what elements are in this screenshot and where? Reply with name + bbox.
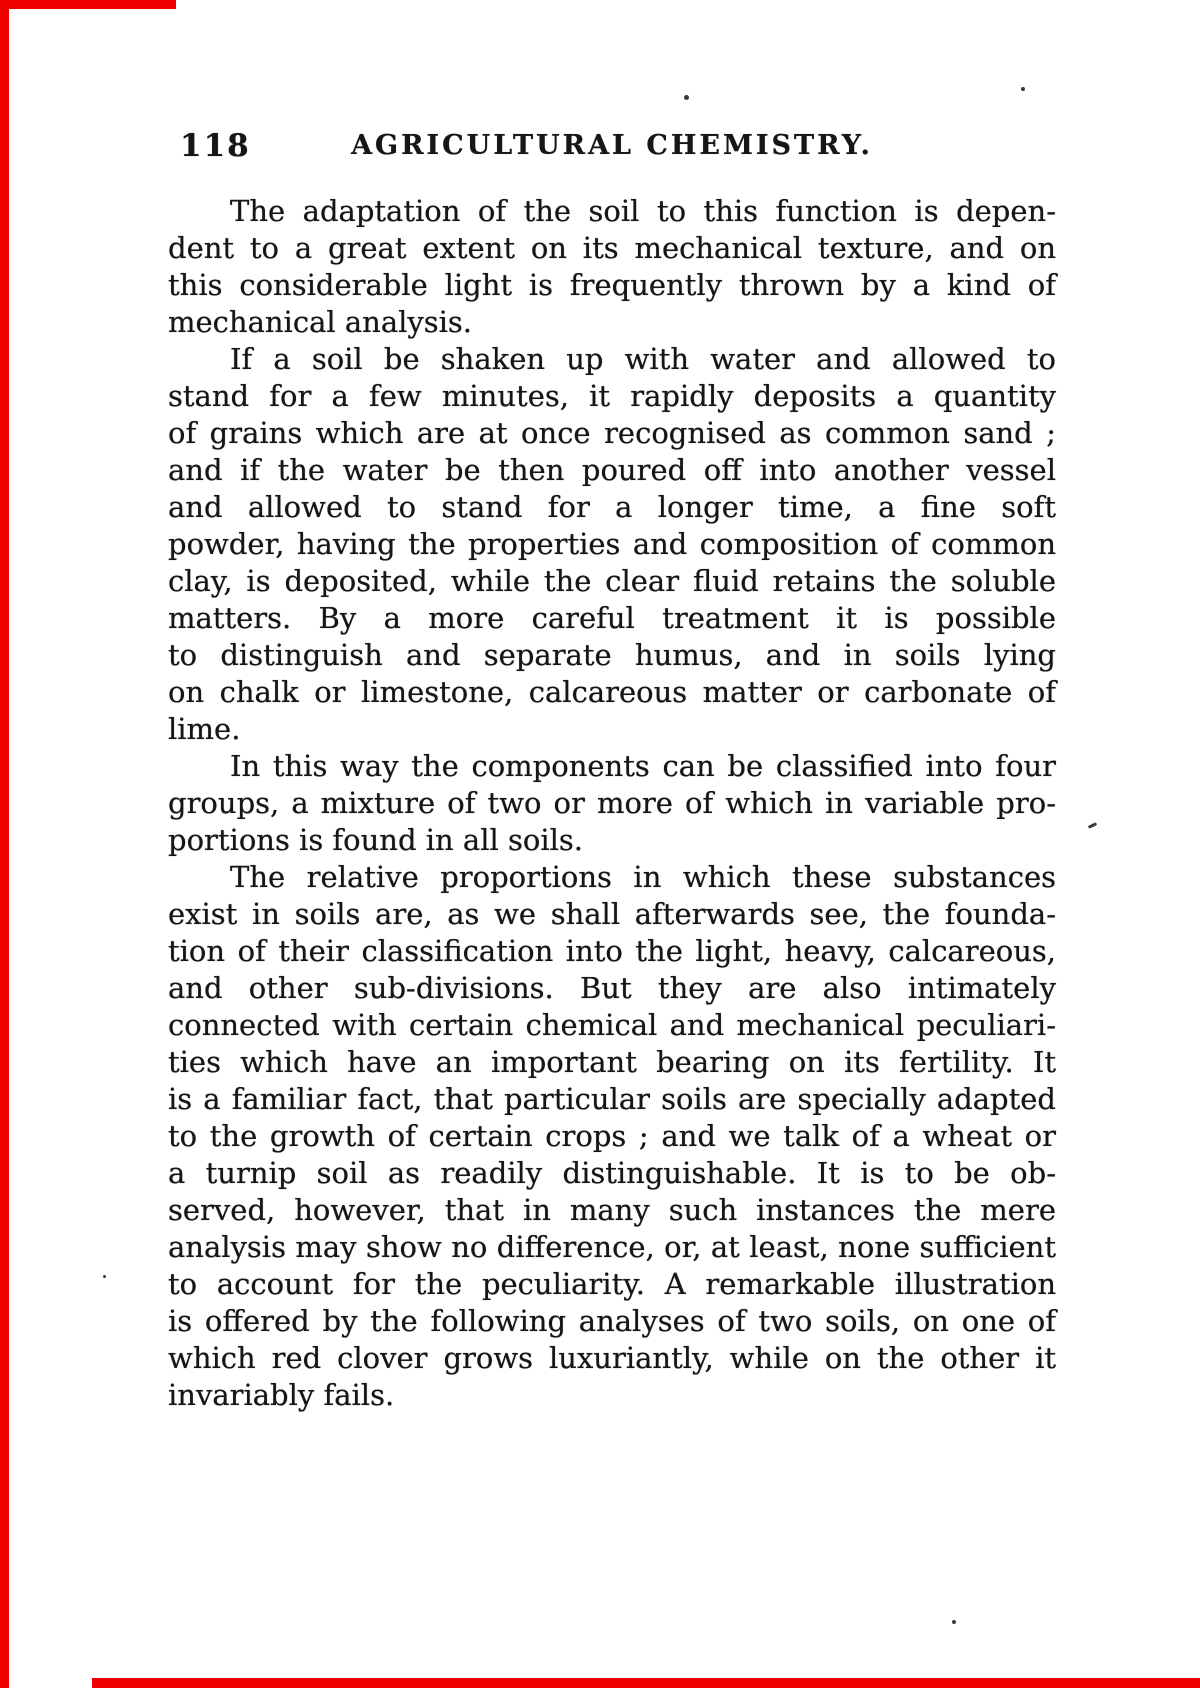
scan-speck	[1021, 87, 1025, 91]
text-line: clay, is deposited, while the clear fluid retains the soluble	[168, 564, 1056, 598]
page-header	[168, 128, 1056, 168]
text-line: stand for a few minutes, it rapidly deposits a quantity	[168, 379, 1056, 413]
page-body-text	[168, 193, 1056, 1414]
text-line: and if the water be then poured off into another vessel	[168, 453, 1056, 487]
text-line: on chalk or limestone, calcareous matter or carbonate of	[168, 675, 1056, 709]
page-number: 118	[180, 128, 251, 164]
scan-speck	[1088, 822, 1097, 829]
text-line: matters. By a more careful treatment it is possible	[168, 601, 1056, 635]
text-line: invariably fails.	[168, 1378, 395, 1412]
scan-edge-mark-left	[0, 0, 9, 1688]
text-line: If a soil be shaken up with water and allowed to	[230, 342, 1056, 376]
text-line: ties which have an important bearing on its fertility. It	[168, 1045, 1056, 1079]
text-line: to account for the peculiarity. A remarkable illustration	[168, 1267, 1056, 1301]
text-line: analysis may show no difference, or, at least, none sufficient	[168, 1230, 1056, 1264]
text-line: groups, a mixture of two or more of which in variable pro-	[168, 786, 1056, 820]
text-line: to the growth of certain crops ; and we talk of a wheat or	[168, 1119, 1056, 1153]
scan-speck	[103, 1275, 106, 1278]
text-line: powder, having the properties and composition of common	[168, 527, 1056, 561]
scan-speck	[952, 1620, 956, 1624]
text-line: is a familiar fact, that particular soils are specially adapted	[168, 1082, 1056, 1116]
text-line: is offered by the following analyses of two soils, on one of	[168, 1304, 1056, 1338]
scan-edge-mark-top	[0, 0, 176, 9]
text-line: exist in soils are, as we shall afterwards see, the founda-	[168, 897, 1056, 931]
text-line: portions is found in all soils.	[168, 823, 583, 857]
text-line: and allowed to stand for a longer time, a fine soft	[168, 490, 1056, 524]
text-line: a turnip soil as readily distinguishable. It is to be ob-	[168, 1156, 1056, 1190]
text-line: served, however, that in many such instances the mere	[168, 1193, 1056, 1227]
text-line: and other sub-divisions. But they are also intimately	[168, 971, 1056, 1005]
scan-speck	[684, 95, 689, 100]
text-line: The relative proportions in which these substances	[230, 860, 1056, 894]
text-line: to distinguish and separate humus, and in soils lying	[168, 638, 1056, 672]
text-line: dent to a great extent on its mechanical texture, and on	[168, 231, 1056, 265]
scan-edge-mark-bottom	[92, 1678, 1200, 1688]
text-line: which red clover grows luxuriantly, while on the other it	[168, 1341, 1056, 1375]
text-line: of grains which are at once recognised as common sand ;	[168, 416, 1056, 450]
text-line: this considerable light is frequently thrown by a kind of	[168, 268, 1056, 302]
text-line: mechanical analysis.	[168, 305, 473, 339]
running-header: AGRICULTURAL CHEMISTRY.	[351, 130, 873, 161]
text-line: connected with certain chemical and mechanical peculiari-	[168, 1008, 1056, 1042]
text-line: In this way the components can be classified into four	[230, 749, 1056, 783]
text-line: lime.	[168, 712, 241, 746]
text-line: The adaptation of the soil to this function is depen-	[230, 194, 1056, 228]
text-line: tion of their classification into the light, heavy, calcareous,	[168, 934, 1056, 968]
